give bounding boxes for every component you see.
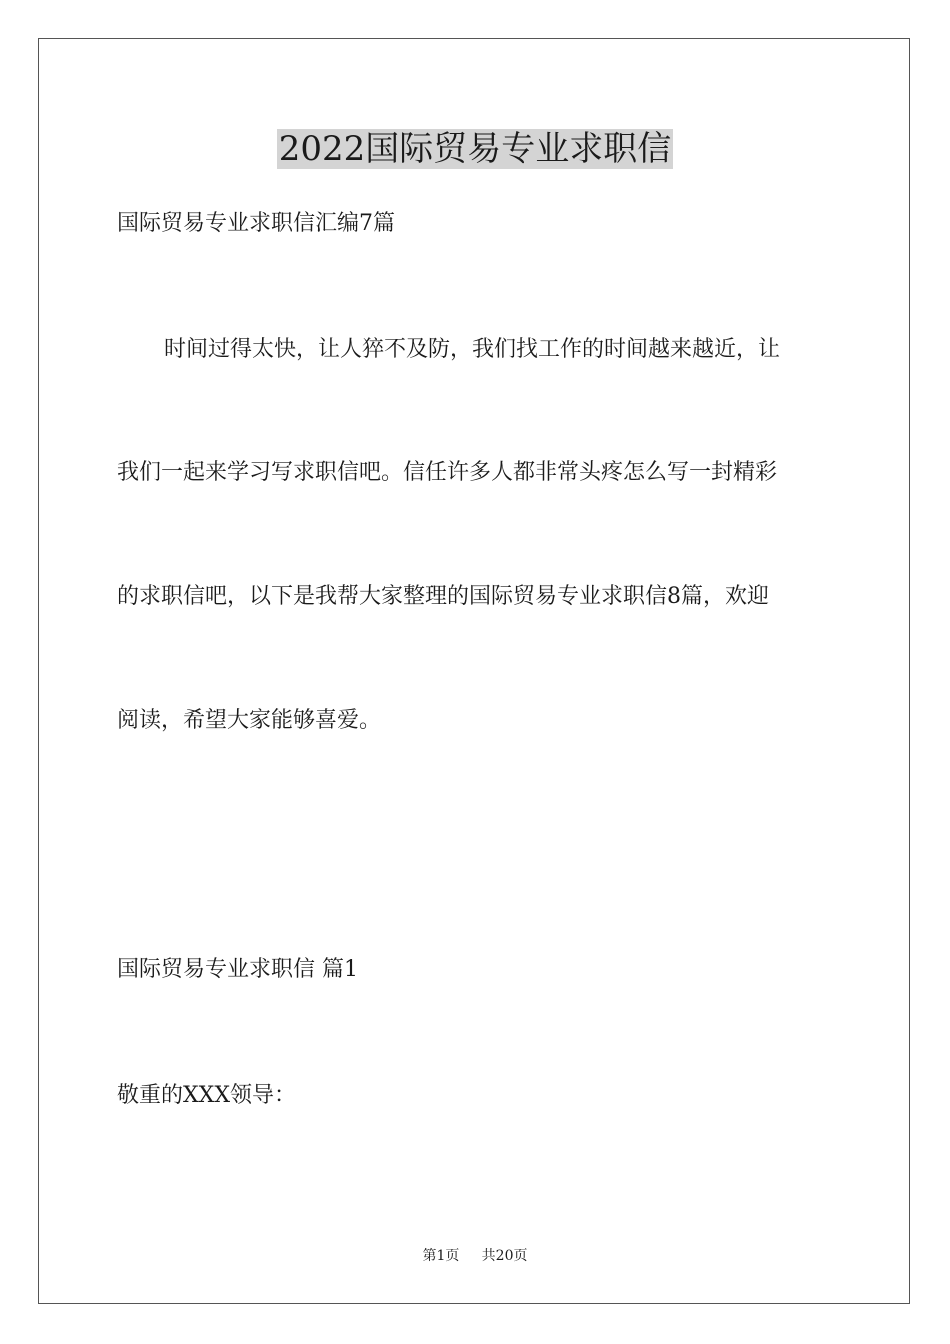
page-footer [0,1246,950,1266]
section-heading: 国际贸易专业求职信 篇1 [117,957,358,982]
total-pages: 共20页 [481,1248,528,1264]
paragraph-line-2: 我们一起来学习写求职信吧。信任许多人都非常头疼怎么写一封精彩 [117,460,778,485]
paragraph-line-1: 时间过得太快，让人猝不及防，我们找工作的时间越来越近，让 [164,337,781,362]
salutation: 敬重的XXX领导： [117,1083,296,1108]
paragraph-line-3: 的求职信吧，以下是我帮大家整理的国际贸易专业求职信8篇，欢迎 [117,584,769,609]
paragraph-line-4: 阅读，希望大家能够喜爱。 [117,708,382,733]
document-subtitle: 国际贸易专业求职信汇编7篇 [117,211,395,236]
page-number: 第1页 [422,1248,460,1264]
document-title-text: 2022国际贸易专业求职信 [278,129,672,169]
document-title [0,126,950,172]
